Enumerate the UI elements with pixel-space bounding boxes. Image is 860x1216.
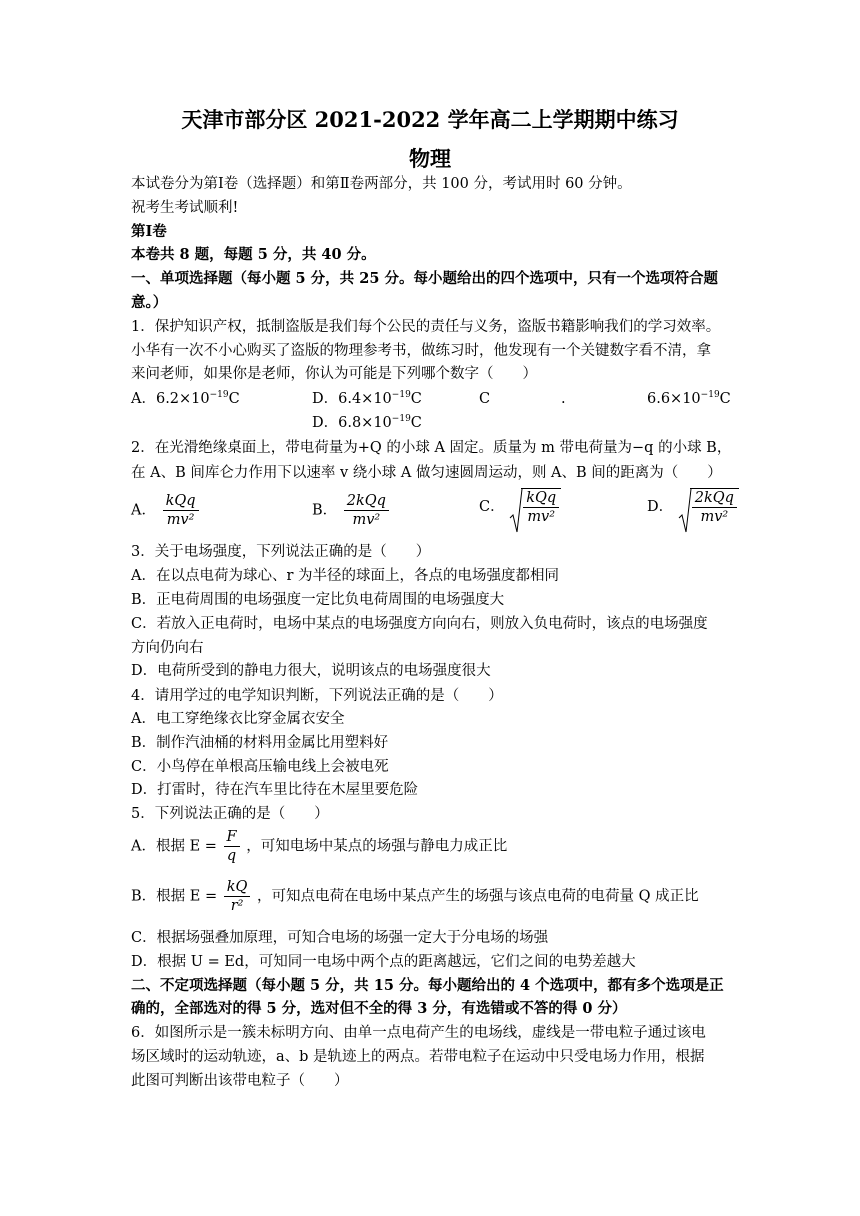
q2-stem: 2．在光滑绝缘桌面上，带电荷量为+Q 的小球 A 固定。质量为 m 带电荷量为−q 的小球 B，: [131, 440, 732, 456]
denominator: mv²: [166, 512, 195, 528]
numerator: kQq: [523, 489, 559, 508]
q1-option-b-text: D．6.4×10: [312, 391, 392, 407]
section-heading: 第Ⅰ卷: [131, 223, 167, 240]
q5-option-a: [131, 828, 507, 865]
q4-option-a: A．电工穿绝缘衣比穿金属衣安全: [131, 711, 345, 727]
subject-title: 物理: [409, 146, 451, 171]
exponent: −19: [391, 390, 411, 401]
exponent: −19: [391, 414, 411, 425]
exponent: −19: [700, 390, 720, 401]
q1-option-c-label: C: [479, 391, 491, 407]
intro-line: 本试卷分为第Ⅰ卷（选择题）和第Ⅱ卷两部分，共 100 分，考试用时 60 分钟。: [131, 176, 632, 192]
q3-option-c-cont: 方向仍向右: [131, 640, 204, 656]
option-label: A．: [131, 502, 156, 519]
q2-option-b: [312, 492, 391, 529]
sqrt-radical: [509, 488, 561, 526]
q1-stem-3: 来问老师，如果你是老师，你认为可能是下列哪个数字（ ）: [131, 366, 537, 382]
q4-option-d: D．打雷时，待在汽车里比待在木屋里要危险: [131, 782, 419, 798]
q1-option-a: [131, 389, 240, 409]
unit: C: [228, 391, 240, 407]
q6-stem-2: 场区域时的运动轨迹，a、b 是轨迹上的两点。若带电粒子在运动中只受电场力作用，根据: [131, 1049, 705, 1065]
q1-option-d-text: D．6.8×10: [312, 415, 392, 431]
q1-option-c-text: 6.6×10: [647, 391, 701, 407]
denominator: mv²: [700, 509, 729, 525]
q4-option-b: B．制作汽油桶的材料用金属比用塑料好: [131, 735, 389, 751]
exam-title: 天津市部分区 2021-2022 学年高二上学期期中练习: [181, 107, 679, 132]
option-text: ，可知电场中某点的场强与静电力成正比: [246, 838, 508, 855]
radical-sign-icon: [509, 488, 523, 534]
q3-option-b: B．正电荷周围的电场强度一定比负电荷周围的电场强度大: [131, 592, 505, 608]
numerator: kQ: [224, 878, 251, 897]
q1-option-c: [647, 389, 731, 409]
q1-option-d: [312, 413, 422, 433]
fraction: [224, 828, 240, 865]
q2-option-a: [131, 492, 201, 529]
option-text: A．根据 E =: [131, 838, 217, 855]
unit: C: [719, 391, 731, 407]
q1-stem-2: 小华有一次不小心购买了盗版的物理参考书，做练习时，他发现有一个关键数字看不清，拿: [131, 343, 711, 359]
numerator: F: [224, 828, 240, 847]
q2-stem-2: 在 A、B 间库仑力作用下以速率 v 绕小球 A 做匀速圆周运动，则 A、B 间的距离为（ ）: [131, 465, 722, 481]
fraction: [224, 878, 251, 915]
unit: C: [410, 415, 422, 431]
q3-option-d: D．电荷所受到的静电力很大，说明该点的电场强度很大: [131, 663, 491, 679]
option-text: B．根据 E =: [131, 888, 218, 905]
option-label: B．: [312, 502, 338, 519]
exponent: −19: [209, 390, 229, 401]
option-label: C．: [479, 499, 505, 515]
fraction: [163, 492, 199, 529]
q1-stem: 1．保护知识产权，抵制盗版是我们每个公民的责任与义务，盗版书籍影响我们的学习效率。: [131, 319, 721, 335]
q6-stem: 6．如图所示是一簇未标明方向、由单一点电荷产生的电场线，虚线是一带电粒子通过该电: [131, 1025, 706, 1041]
q3-option-c: C．若放入正电荷时，电场中某点的电场强度方向向右，则放入负电荷时，该点的电场强度: [131, 616, 708, 632]
fraction: [344, 492, 389, 529]
numerator: 2kQq: [692, 489, 737, 508]
unit: C: [410, 391, 422, 407]
numerator: kQq: [163, 492, 199, 511]
option-text: ，可知点电荷在电场中某点产生的场强与该点电荷的电荷量 Q 成正比: [257, 888, 699, 905]
intro-wish: 祝考生考试顺利!: [131, 200, 239, 216]
q5-stem: 5．下列说法正确的是（ ）: [131, 806, 329, 822]
section2-heading: 二、不定项选择题（每小题 5 分，共 15 分。每小题给出的 4 个选项中，都有多个选项是正: [131, 977, 724, 994]
q2-option-c: [479, 488, 561, 526]
sqrt-radical: [678, 488, 739, 526]
q5-option-c: C．根据场强叠加原理，可知合电场的场强一定大于分电场的场强: [131, 930, 549, 946]
q1-option-b: [312, 389, 422, 409]
part-heading-cont: 意。）: [131, 294, 168, 311]
radical-sign-icon: [678, 488, 692, 534]
part-heading: 一、单项选择题（每小题 5 分，共 25 分。每小题给出的四个选项中，只有一个选项符合题: [131, 270, 718, 287]
denominator: q: [226, 848, 237, 864]
denominator: mv²: [352, 512, 381, 528]
numerator: 2kQq: [344, 492, 389, 511]
section2-heading-cont: 确的，全部选对的得 5 分，选对但不全的得 3 分，有选错或不答的得 0 分）: [131, 1000, 627, 1017]
q4-stem: 4．请用学过的电学知识判断，下列说法正确的是（ ）: [131, 688, 503, 704]
denominator: r²: [230, 898, 244, 914]
q3-stem: 3．关于电场强度，下列说法正确的是（ ）: [131, 544, 431, 560]
denominator: mv²: [527, 509, 556, 525]
q1-option-a-text: A．6.2×10: [131, 391, 210, 407]
q2-option-d: [647, 488, 739, 526]
q1-option-dot: .: [561, 391, 566, 407]
option-label: D．: [647, 499, 674, 515]
q6-stem-3: 此图可判断出该带电粒子（ ）: [131, 1073, 349, 1089]
section-summary: 本卷共 8 题，每题 5 分，共 40 分。: [131, 246, 376, 263]
q4-option-c: C．小鸟停在单根高压输电线上会被电死: [131, 759, 389, 775]
q5-option-b: [131, 878, 699, 915]
q3-option-a: A．在以点电荷为球心、r 为半径的球面上，各点的电场强度都相同: [131, 568, 560, 584]
q5-option-d: D．根据 U = Ed，可知同一电场中两个点的距离越远，它们之间的电势差越大: [131, 954, 636, 970]
